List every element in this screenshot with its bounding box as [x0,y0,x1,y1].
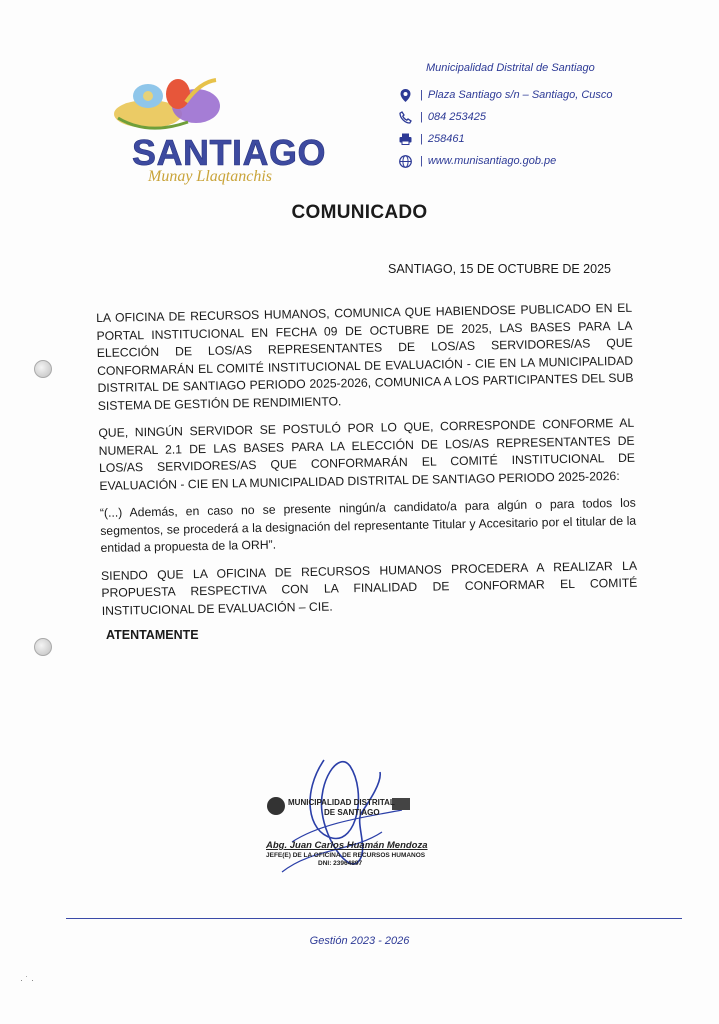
body-paragraph-2: QUE, NINGÚN SERVIDOR SE POSTULÓ POR LO QUE, CORRESPONDE CONFORME AL NUMERAL 2.1 DE LAS BASES PARA LA ELECCIÓN DE LOS/AS REPRESENTANTES DE LOS/AS SERVIDORES/AS QUE CONFORMARÁN EL COMITÉ INSTITUCIONAL DE EVALUACIÓN - CIE EN LA MUNICIPALIDAD DISTRITAL DE SANTIAGO PERIODO 2025-2026: [98,415,636,493]
contact-address: | Plaza Santiago s/n – Santiago, Cusco [398,86,613,104]
footer-divider [66,918,682,919]
stamp-signer-dni: DNI: 23964897 [318,860,363,867]
closing-salutation: ATENTAMENTE [106,628,199,642]
institution-name: Municipalidad Distrital de Santiago [426,62,595,74]
document-body [96,300,638,630]
stamp-entity-line-2: DE SANTIAGO [324,808,380,817]
binder-hole-top [34,360,52,378]
body-paragraph-3: SIENDO QUE LA OFICINA DE RECURSOS HUMANOS PROCEDERA A REALIZAR LA PROPUESTA RESPECTIVA CON LA FINALIDAD DE CONFORMAR EL COMITÉ INSTITUCIONAL DE EVALUACIÓN – CIE. [100,558,638,618]
stamp-signer-role: JEFE(E) DE LA OFICINA DE RECURSOS HUMANOS [266,852,426,859]
fax-icon [398,132,412,146]
body-quote: “(...) Además, en caso no se presente ningún/a candidato/a para algún o para todos los segmentos, se procederá a la designación del representante Titular y Accesitario por el titular de la entidad a propuesta de la ORH”. [99,495,637,555]
handwritten-signature-icon [262,752,452,892]
contact-fax: | 258461 [398,130,465,148]
scan-specks: · ˙ · [20,975,34,985]
binder-hole-bottom [34,638,52,656]
contact-fax-text: 258461 [427,133,465,145]
contact-website: | www.munisantiago.gob.pe [398,152,556,170]
stamp-entity-line-1: MUNICIPALIDAD DISTRITAL [288,798,395,807]
signature-stamp [262,752,452,892]
stamp-signer-name: Abg. Juan Carlos Huamán Mendoza [266,840,428,851]
contact-address-text: Plaza Santiago s/n – Santiago, Cusco [427,89,613,101]
municipality-logo [108,76,327,188]
footer-text: Gestión 2023 - 2026 [309,935,410,947]
logo-wordmark: SANTIAGO [132,132,327,173]
globe-icon [398,154,412,168]
document-title: COMUNICADO [291,202,428,223]
contact-website-text: www.munisantiago.gob.pe [427,155,557,167]
body-paragraph-1: LA OFICINA DE RECURSOS HUMANOS, COMUNICA QUE HABIENDOSE PUBLICADO EN EL PORTAL INSTITUCIONAL EN FECHA 09 DE OCTUBRE DE 2025, LAS BASES PARA LA ELECCIÓN DE LOS/AS REPRESENTANTES DE LOS/AS SERVIDORES/AS QUE CONFORMARÁN EL COMITÉ INSTITUCIONAL DE EVALUACIÓN - CIE EN LA MUNICIPALIDAD DISTRITAL DE SANTIAGO PERIODO 2025-2026, COMUNICA A LOS PARTICIPANTES DEL SUB SISTEMA DE GESTIÓN DE RENDIMIENTO. [96,300,634,413]
contact-phone: | 084 253425 [398,108,486,126]
phone-icon [398,110,412,124]
document-date: SANTIAGO, 15 DE OCTUBRE DE 2025 [388,262,611,276]
contact-phone-text: 084 253425 [427,111,486,123]
location-pin-icon [398,88,412,102]
logo-tagline: Munay Llaqtanchis [148,168,272,185]
